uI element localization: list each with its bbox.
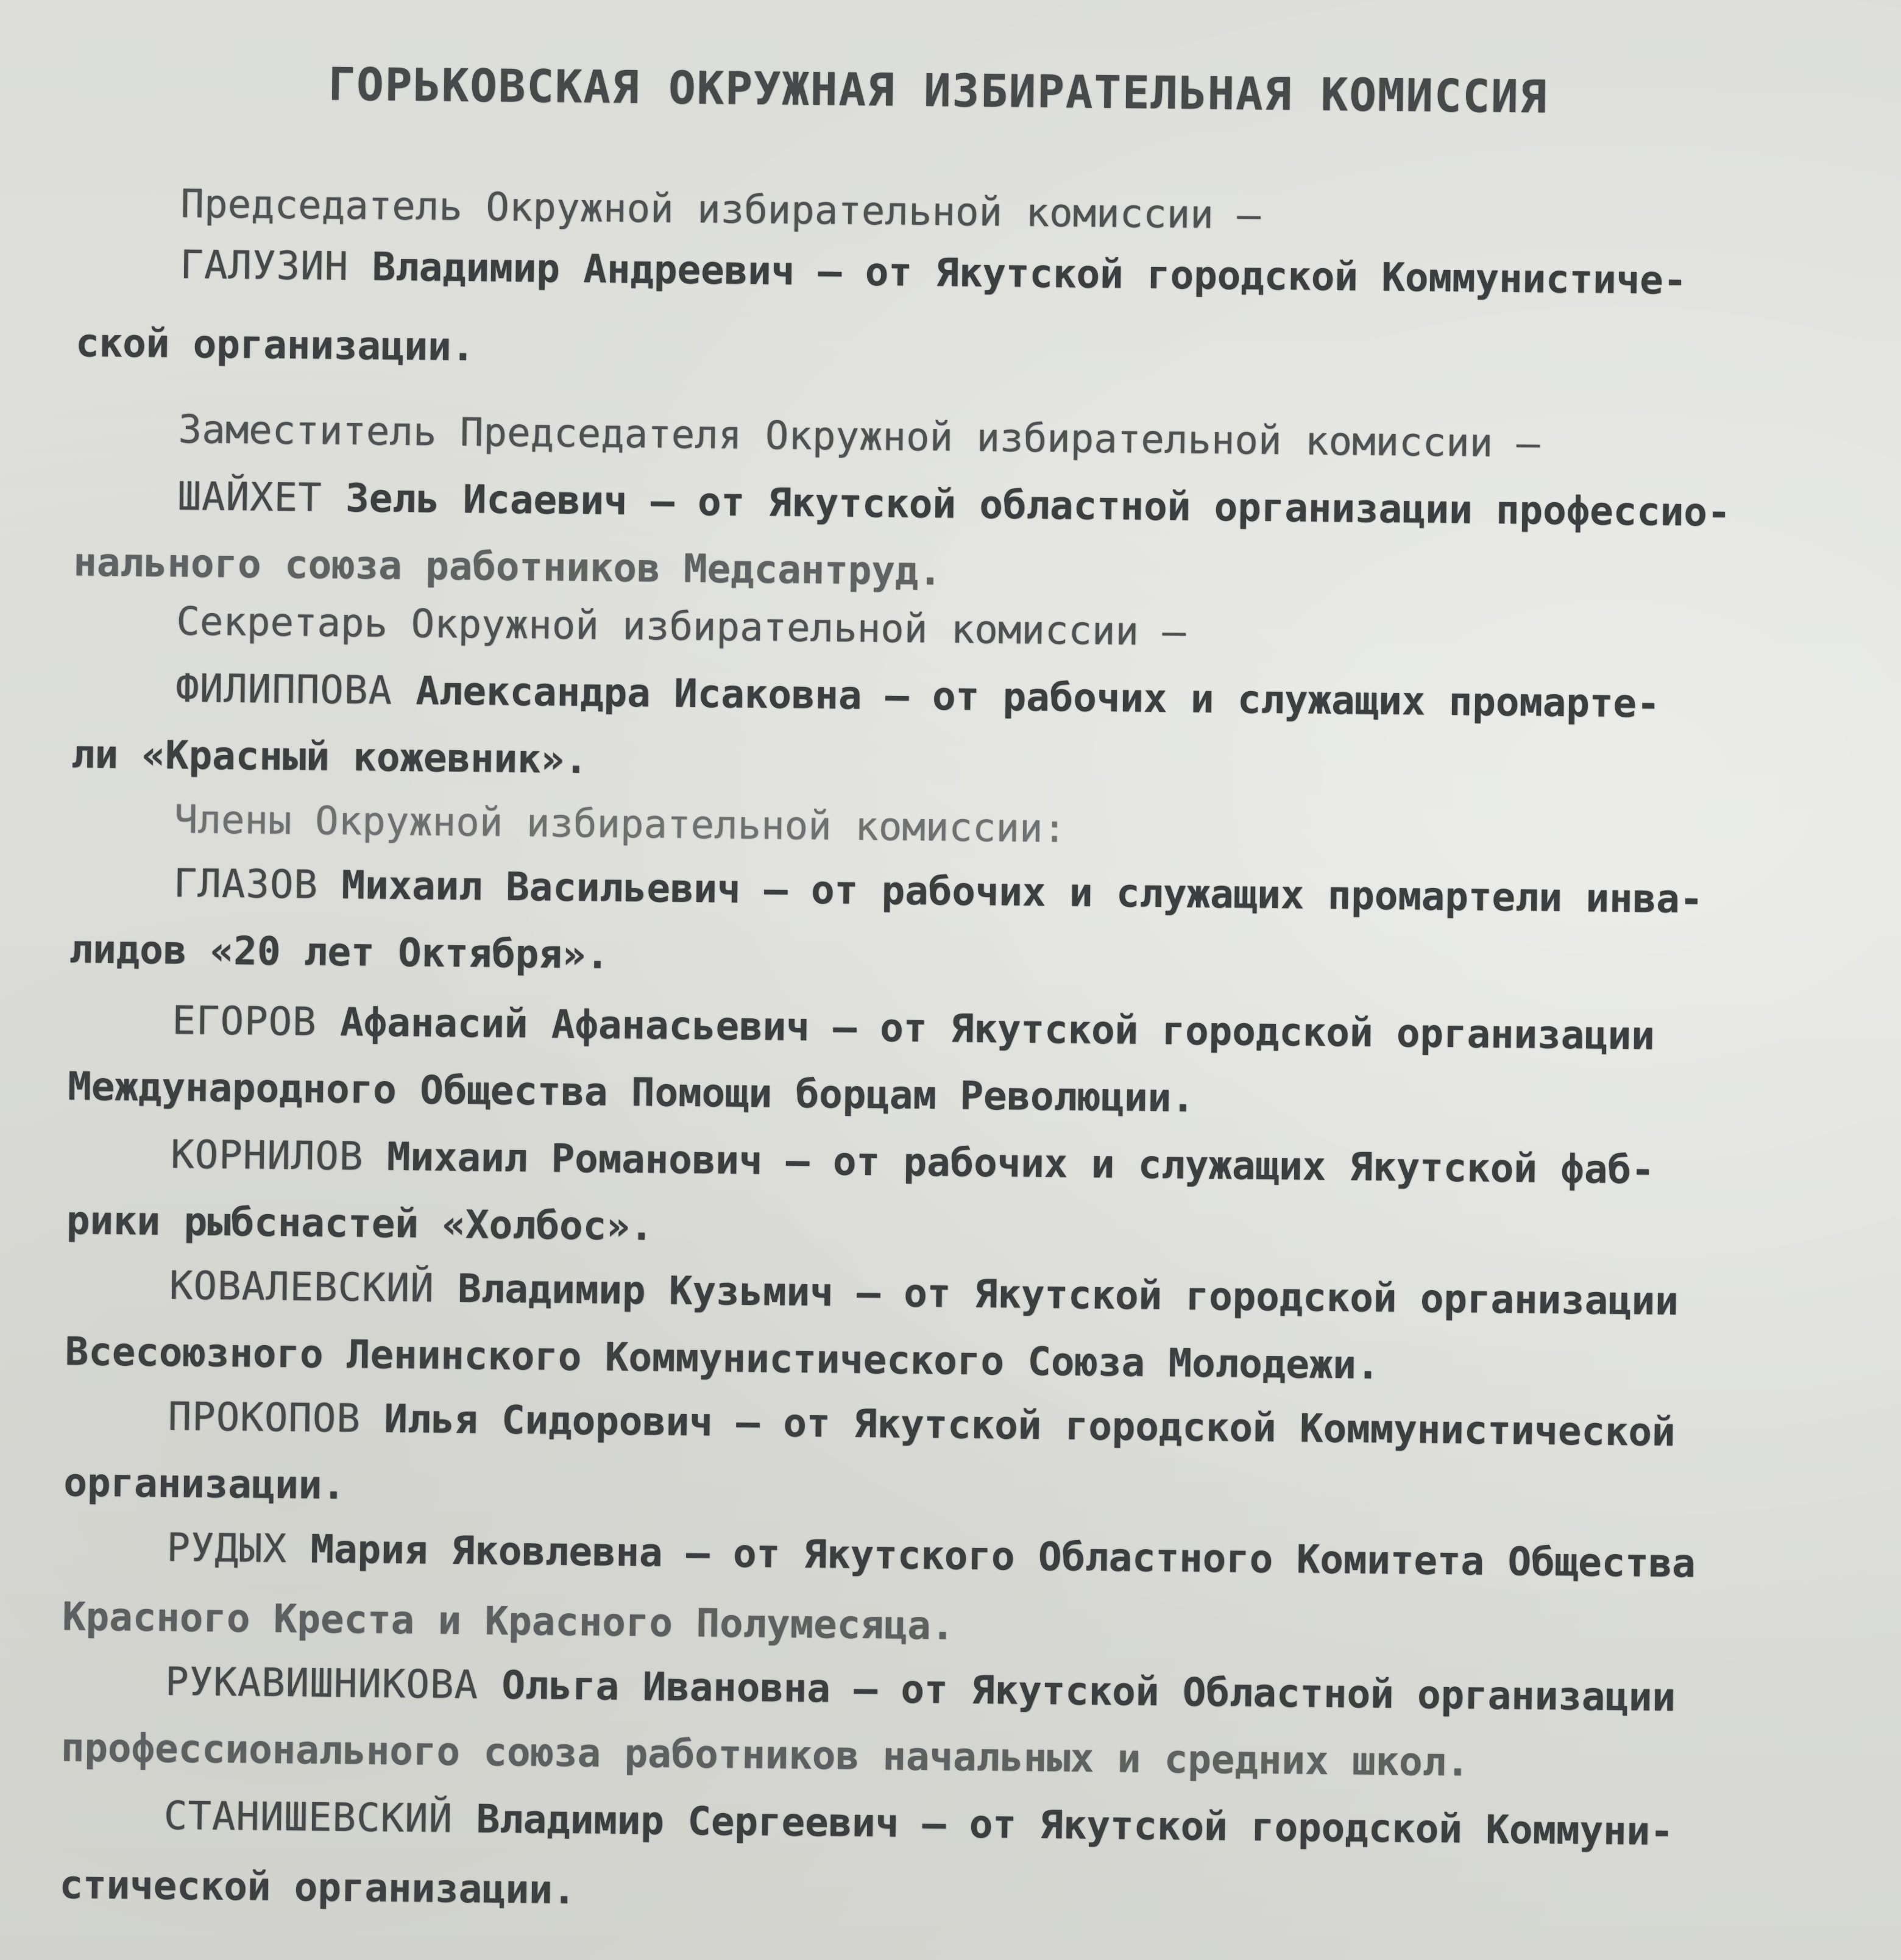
role-chairman: Председатель Окружной избирательной комиссии — <box>180 182 1261 238</box>
entry-continuation: рики рыбснастей «Холбос». <box>66 1198 654 1250</box>
entry-continuation: организации. <box>63 1460 346 1509</box>
member-details: Владимир Кузьмич — от Якутской городской организации <box>434 1266 1679 1324</box>
member-surname: ЕГОРОВ <box>172 998 317 1045</box>
document-title: ГОРЬКОВСКАЯ ОКРУЖНАЯ ИЗБИРАТЕЛЬНАЯ КОМИССИЯ <box>328 58 1548 124</box>
entry-continuation: Международного Общества Помощи борцам Революции. <box>67 1064 1195 1121</box>
entry-line <box>170 1132 1655 1193</box>
entry-continuation: стической организации. <box>59 1862 576 1914</box>
member-details: Владимир Сергеевич — от Якутской городской Коммуни- <box>452 1796 1674 1855</box>
member-surname: КОРНИЛОВ <box>170 1132 364 1180</box>
entry-line <box>169 1263 1679 1324</box>
member-surname: РУДЫХ <box>166 1525 288 1572</box>
member-details: Михаил Васильевич — от рабочих и служащих промартели инва- <box>317 862 1704 923</box>
role-secretary: Секретарь Окружной избирательной комиссии — <box>175 599 1186 655</box>
entry-line <box>172 998 1655 1059</box>
member-surname: ШАЙХЕТ <box>177 474 323 521</box>
entry-line <box>173 861 1704 923</box>
entry-line <box>166 1525 1696 1587</box>
member-surname: ГАЛУЗИН <box>180 243 349 290</box>
entry-continuation: ской организации. <box>75 321 475 371</box>
entry-continuation: лидов «20 лет Октября». <box>69 927 610 978</box>
member-surname: ГЛАЗОВ <box>173 861 319 908</box>
entry-line <box>165 1659 1676 1720</box>
member-details: Илья Сидорович — от Якутской городской Коммунистической <box>360 1396 1676 1455</box>
member-surname: РУКАВИШНИКОВА <box>165 1659 479 1708</box>
member-details: Ольга Ивановна — от Якутской Областной организации <box>478 1663 1676 1720</box>
member-surname: ПРОКОПОВ <box>168 1394 361 1442</box>
role-deputy-chairman: Заместитель Председателя Окружной избирательной комиссии — <box>178 407 1540 467</box>
entry-line <box>163 1793 1674 1855</box>
member-details: Афанасий Афанасьевич — от Якутской городской организации <box>316 1000 1655 1059</box>
entry-continuation: нального союза работников Медсантруд. <box>73 540 943 595</box>
member-surname: ФИЛИППОВА <box>175 666 393 714</box>
entry-line <box>180 243 1687 304</box>
entry-continuation: Красного Креста и Красного Полумесяца. <box>62 1594 955 1649</box>
entry-line <box>175 666 1660 727</box>
member-details: Владимир Андреевич — от Якутской городской Коммунистиче- <box>348 244 1687 304</box>
member-surname: СТАНИШЕВСКИЙ <box>163 1793 453 1842</box>
member-details: Зель Исаевич — от Якутской областной организации профессио- <box>322 475 1731 536</box>
entry-line <box>177 474 1731 536</box>
member-details: Александра Исаковна — от рабочих и служащих промарте- <box>392 668 1660 727</box>
member-details: Мария Яковлевна — от Якутского Областного Комитета Общества <box>286 1527 1696 1587</box>
entry-continuation: Всесоюзного Ленинского Коммунистического Союза Молодежи. <box>65 1329 1380 1388</box>
entry-continuation: профессионального союза работников начальных и средних школ. <box>60 1725 1470 1786</box>
entry-line <box>168 1394 1676 1455</box>
member-surname: КОВАЛЕВСКИЙ <box>169 1263 435 1312</box>
entry-continuation: ли «Красный кожевник». <box>71 732 589 783</box>
member-details: Михаил Романович — от рабочих и служащих Якутской фаб- <box>363 1134 1655 1193</box>
role-members: Члены Окружной избирательной комиссии: <box>174 797 1067 852</box>
